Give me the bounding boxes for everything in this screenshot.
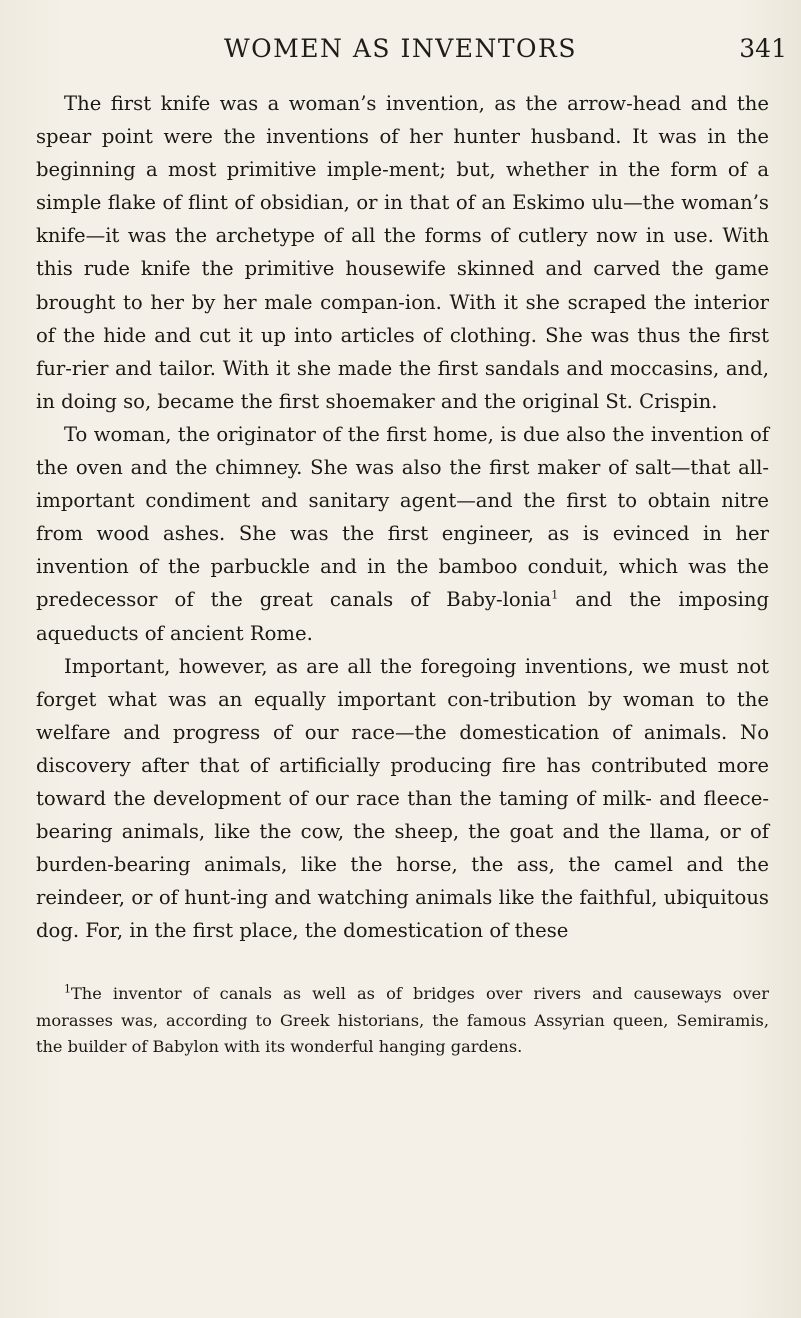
footnote-reference: 1 xyxy=(551,588,559,602)
footnote-marker: 1 xyxy=(64,982,71,996)
body-text xyxy=(36,87,769,947)
paragraph: Important, however, as are all the foregoing inventions, we must not forget what was an equally important con-tribution by woman to the welfare and progress of our race—the domestication of animals. No discovery after that of artificially producing fire has contributed more toward the development of our race than the taming of milk- and fleece-bearing animals, like the cow, the sheep, the goat and the llama, or of burden-bearing animals, like the horse, the ass, the camel and the reindeer, or of hunt-ing and watching animals like the faithful, ubiquitous dog. For, in the first place, the domestication of these xyxy=(36,654,769,943)
running-title: WOMEN AS INVENTORS xyxy=(223,34,578,63)
paragraph-text: To woman, the originator of the first home, is due also the invention of the oven and the chimney. She was also the first maker of salt—that all-important condiment and sanitary agent—and the first to obtain nitre from wood ashes. She was the first engineer, as is evinced in her invention of the parbuckle and in the bamboo conduit, which was the predecessor of the great canals of Baby-lonia xyxy=(36,422,769,612)
paragraph: The first knife was a woman’s invention, as the arrow-head and the spear point were the inventions of her hunter husband. It was in the beginning a most primitive imple-ment; but, whether in the form of a simple flake of flint of obsidian, or in that of an Eskimo ulu—the woman’s knife—it was the archetype of all the forms of cutlery now in use. With this rude knife the primitive housewife skinned and carved the game brought to her by her male compan-ion. With it she scraped the interior of the hide and cut it up into articles of clothing. She was thus the first fur-rier and tailor. With it she made the first sandals and moccasins, and, in doing so, became the first shoemaker and the original St. Crispin. xyxy=(36,92,769,413)
page-number: 341 xyxy=(739,34,787,63)
paragraph-text: and the imposing aqueducts of ancient Rome. xyxy=(36,588,769,645)
footnote-text: The inventor of canals as well as of bridges over rivers and causeways over morasses was, according to Greek historians, the famous Assyrian queen, Semiramis, the builder of Babylon with its wonderful hanging gardens. xyxy=(36,984,769,1056)
footnote xyxy=(36,981,769,1061)
paragraph xyxy=(36,418,769,650)
running-header xyxy=(0,34,801,70)
